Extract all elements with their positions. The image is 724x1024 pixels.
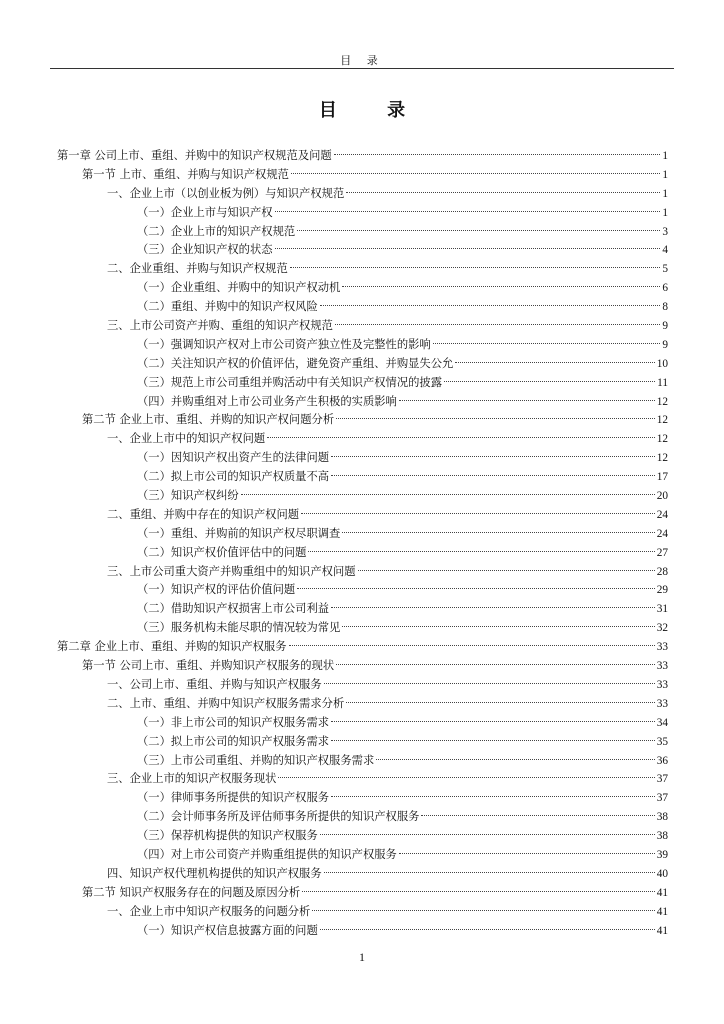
toc-entry-label: （一）律师事务所提供的知识产权服务 — [137, 791, 330, 805]
toc-entry-label: 三、企业上市的知识产权服务现状 — [107, 772, 277, 786]
toc-dot-leader — [297, 588, 655, 589]
toc-entry[interactable] — [57, 241, 668, 260]
toc-entry[interactable] — [57, 865, 668, 884]
toc-entry[interactable] — [57, 393, 668, 412]
toc-entry-label: 一、企业上市（以创业板为例）与知识产权规范 — [107, 186, 345, 200]
toc-entry[interactable] — [57, 884, 668, 903]
toc-entry-label: 第一节 公司上市、重组、并购知识产权服务的现状 — [82, 659, 335, 673]
toc-entry-page: 39 — [656, 848, 668, 861]
page-number: 1 — [359, 950, 365, 964]
toc-entry-page: 41 — [656, 924, 668, 937]
toc-entry-label: （二）关注知识产权的价值评估，避免资产重组、并购显失公允 — [137, 356, 454, 370]
toc-entry[interactable] — [57, 298, 668, 317]
toc-entry[interactable] — [57, 808, 668, 827]
toc-entry[interactable] — [57, 317, 668, 336]
toc-entry[interactable] — [57, 544, 668, 563]
toc-entry-label: 二、上市、重组、并购中知识产权服务需求分析 — [107, 696, 345, 710]
toc-entry[interactable] — [57, 676, 668, 695]
toc-entry[interactable] — [57, 204, 668, 223]
toc-entry-label: （二）会计师事务所及评估师事务所提供的知识产权服务 — [137, 810, 420, 824]
toc-entry-page: 33 — [656, 678, 668, 691]
toc-dot-leader — [342, 532, 654, 533]
toc-dot-leader — [346, 702, 654, 703]
toc-entry-label: 三、上市公司重大资产并购重组中的知识产权问题 — [107, 564, 356, 578]
toc-entry-page: 31 — [656, 603, 668, 616]
toc-entry-page: 6 — [662, 282, 668, 295]
toc-entry-page: 12 — [656, 395, 668, 408]
toc-entry-page: 32 — [656, 622, 668, 635]
toc-entry-label: （一）企业重组、并购中的知识产权动机 — [137, 281, 341, 295]
toc-entry-label: （三）知识产权纠纷 — [137, 489, 239, 503]
toc-entry[interactable] — [57, 260, 668, 279]
toc-entry-page: 5 — [662, 263, 668, 276]
toc-dot-leader — [324, 683, 655, 684]
toc-entry-page: 37 — [656, 792, 668, 805]
toc-entry[interactable] — [57, 563, 668, 582]
toc-entry-page: 33 — [656, 660, 668, 673]
toc-entry-page: 11 — [657, 376, 668, 389]
toc-dot-leader — [331, 796, 655, 797]
toc-entry-label: （一）知识产权信息披露方面的问题 — [137, 923, 318, 937]
toc-entry-label: （三）上市公司重组、并购的知识产权服务需求 — [137, 753, 375, 767]
toc-entry[interactable] — [57, 430, 668, 449]
toc-entry-page: 1 — [662, 150, 668, 162]
toc-dot-leader — [376, 759, 654, 760]
toc-entry-label: （二）知识产权价值评估中的问题 — [137, 545, 307, 559]
toc-entry-label: （四）并购重组对上市公司业务产生积极的实质影响 — [137, 394, 397, 408]
toc-entry-page: 4 — [662, 244, 668, 257]
toc-entry-label: 三、上市公司资产并购、重组的知识产权规范 — [107, 319, 333, 333]
toc-entry[interactable] — [57, 336, 668, 355]
toc-entry[interactable] — [57, 752, 668, 771]
toc-entry-label: （三）企业知识产权的状态 — [137, 243, 273, 257]
toc-entry[interactable] — [57, 770, 668, 789]
toc-entry-page: 3 — [662, 225, 668, 238]
toc-dot-leader — [289, 645, 655, 646]
toc-entry-label: 一、公司上市、重组、并购与知识产权服务 — [107, 677, 322, 691]
toc-dot-leader — [346, 192, 660, 193]
toc-entry-label: 一、企业上市中的知识产权问题 — [107, 432, 266, 446]
page-title: 目 录 — [318, 100, 428, 121]
toc-entry[interactable] — [57, 355, 668, 374]
toc-entry-label: 第一节 上市、重组、并购与知识产权规范 — [82, 167, 289, 181]
toc-entry-label: （一）重组、并购前的知识产权尽职调查 — [137, 526, 341, 540]
toc-entry[interactable] — [57, 506, 668, 525]
toc-entry[interactable] — [57, 638, 668, 657]
toc-entry-page: 12 — [656, 414, 668, 427]
toc-entry[interactable] — [57, 657, 668, 676]
toc-dot-leader — [275, 248, 661, 249]
running-header-title: 目 录 — [340, 54, 384, 67]
toc-entry[interactable] — [57, 223, 668, 242]
toc-entry-page: 9 — [662, 320, 668, 333]
toc-entry-page: 34 — [656, 716, 668, 729]
toc-entry-label: （二）拟上市公司的知识产权服务需求 — [137, 734, 330, 748]
toc-entry-label: 第二章 企业上市、重组、并购的知识产权服务 — [57, 640, 287, 654]
toc-entry-label: 第二节 知识产权服务存在的问题及原因分析 — [82, 885, 301, 899]
toc-entry-label: 四、知识产权代理机构提供的知识产权服务 — [107, 866, 322, 880]
toc-entry-page: 37 — [656, 773, 668, 786]
toc-entry-page: 35 — [656, 735, 668, 748]
toc-entry-page: 33 — [656, 641, 668, 654]
toc-dot-leader — [278, 777, 654, 778]
toc-entry-page: 41 — [656, 905, 668, 918]
toc-entry-page: 33 — [656, 697, 668, 710]
toc-entry-label: （二）企业上市的知识产权规范 — [137, 224, 296, 238]
toc-dot-leader — [320, 305, 661, 306]
toc-entry[interactable] — [57, 279, 668, 298]
toc-entry-label: （一）知识产权的评估价值问题 — [137, 583, 296, 597]
toc-entry[interactable] — [57, 619, 668, 638]
toc-entry-label: （一）企业上市与知识产权 — [137, 205, 273, 219]
toc-entry-page: 8 — [662, 301, 668, 314]
toc-dot-leader — [331, 607, 655, 608]
toc-dot-leader — [308, 551, 654, 552]
toc-dot-leader — [358, 570, 655, 571]
toc-entry-page: 9 — [662, 338, 668, 351]
toc-dot-leader — [302, 891, 654, 892]
toc-dot-leader — [399, 400, 655, 401]
toc-dot-leader — [421, 815, 654, 816]
toc-entry[interactable] — [57, 487, 668, 506]
toc-dot-leader — [331, 721, 655, 722]
toc-entry-page: 38 — [656, 811, 668, 824]
toc-entry[interactable] — [57, 846, 668, 865]
toc-dot-leader — [331, 740, 655, 741]
toc-entry-label: （二）拟上市公司的知识产权质量不高 — [137, 470, 330, 484]
toc-entry[interactable] — [57, 166, 668, 185]
toc-entry[interactable] — [57, 695, 668, 714]
toc-entry-page: 28 — [656, 565, 668, 578]
toc-dot-leader — [399, 853, 655, 854]
toc-dot-leader — [444, 381, 655, 382]
toc-entry-label: 第一章 公司上市、重组、并购中的知识产权规范及问题 — [57, 149, 332, 162]
toc-entry-page: 10 — [656, 357, 668, 370]
toc-entry-label: （三）规范上市公司重组并购活动中有关知识产权情况的披露 — [137, 375, 443, 389]
toc-entry-page: 41 — [656, 886, 668, 899]
toc-entry[interactable] — [57, 600, 668, 619]
toc-entry[interactable] — [57, 714, 668, 733]
toc-entry[interactable] — [57, 789, 668, 808]
toc-entry-page: 24 — [656, 508, 668, 521]
toc-entry[interactable] — [57, 449, 668, 468]
toc-dot-leader — [312, 910, 654, 911]
toc-entry-label: （三）保荐机构提供的知识产权服务 — [137, 829, 318, 843]
toc-dot-leader — [342, 626, 654, 627]
table-of-contents — [57, 147, 668, 940]
toc-dot-leader — [335, 324, 660, 325]
toc-dot-leader — [275, 211, 661, 212]
toc-dot-leader — [320, 834, 655, 835]
toc-entry[interactable] — [57, 185, 668, 204]
toc-dot-leader — [324, 872, 655, 873]
toc-entry-page: 24 — [656, 527, 668, 540]
toc-entry[interactable] — [57, 903, 668, 922]
toc-entry-page: 12 — [656, 452, 668, 465]
toc-dot-leader — [301, 513, 655, 514]
header-rule — [50, 68, 674, 69]
toc-entry[interactable] — [57, 374, 668, 393]
toc-entry-page: 17 — [656, 471, 668, 484]
toc-entry-label: （一）非上市公司的知识产权服务需求 — [137, 715, 330, 729]
toc-entry-label: 二、企业重组、并购与知识产权规范 — [107, 262, 288, 276]
toc-entry[interactable] — [57, 827, 668, 846]
toc-entry[interactable] — [57, 411, 668, 430]
toc-entry[interactable] — [57, 581, 668, 600]
toc-dot-leader — [336, 418, 655, 419]
toc-dot-leader — [267, 437, 655, 438]
toc-entry-label: （二）借助知识产权损害上市公司利益 — [137, 602, 330, 616]
toc-dot-leader — [320, 929, 655, 930]
toc-entry-label: 一、企业上市中知识产权服务的问题分析 — [107, 904, 311, 918]
toc-entry[interactable] — [57, 468, 668, 487]
toc-entry-label: （二）重组、并购中的知识产权风险 — [137, 300, 318, 314]
toc-entry-page: 1 — [662, 206, 668, 219]
toc-dot-leader — [331, 456, 655, 457]
toc-entry-label: （一）强调知识产权对上市公司资产独立性及完整性的影响 — [137, 337, 431, 351]
toc-entry-label: 第二节 企业上市、重组、并购的知识产权问题分析 — [82, 413, 335, 427]
toc-entry-page: 38 — [656, 830, 668, 843]
toc-entry[interactable] — [57, 147, 668, 166]
toc-entry-page: 12 — [656, 433, 668, 446]
toc-entry-page: 27 — [656, 546, 668, 559]
toc-entry-page: 36 — [656, 754, 668, 767]
toc-entry-page: 1 — [662, 187, 668, 200]
toc-entry-page: 1 — [662, 168, 668, 181]
toc-entry[interactable] — [57, 525, 668, 544]
toc-entry-label: （三）服务机构未能尽职的情况较为常见 — [137, 621, 341, 635]
toc-entry-page: 40 — [656, 867, 668, 880]
toc-dot-leader — [455, 362, 654, 363]
toc-dot-leader — [433, 343, 661, 344]
toc-entry-label: （四）对上市公司资产并购重组提供的知识产权服务 — [137, 847, 397, 861]
toc-dot-leader — [290, 267, 661, 268]
toc-dot-leader — [297, 230, 660, 231]
toc-entry-page: 20 — [656, 490, 668, 503]
toc-dot-leader — [291, 173, 660, 174]
toc-entry-label: （一）因知识产权出资产生的法律问题 — [137, 451, 330, 465]
toc-dot-leader — [342, 286, 660, 287]
toc-entry[interactable] — [57, 922, 668, 941]
toc-entry[interactable] — [57, 733, 668, 752]
toc-entry-label: 二、重组、并购中存在的知识产权问题 — [107, 507, 300, 521]
toc-dot-leader — [331, 475, 655, 476]
toc-dot-leader — [334, 154, 661, 155]
toc-dot-leader — [336, 664, 655, 665]
toc-entry-page: 29 — [656, 584, 668, 597]
toc-dot-leader — [241, 494, 655, 495]
